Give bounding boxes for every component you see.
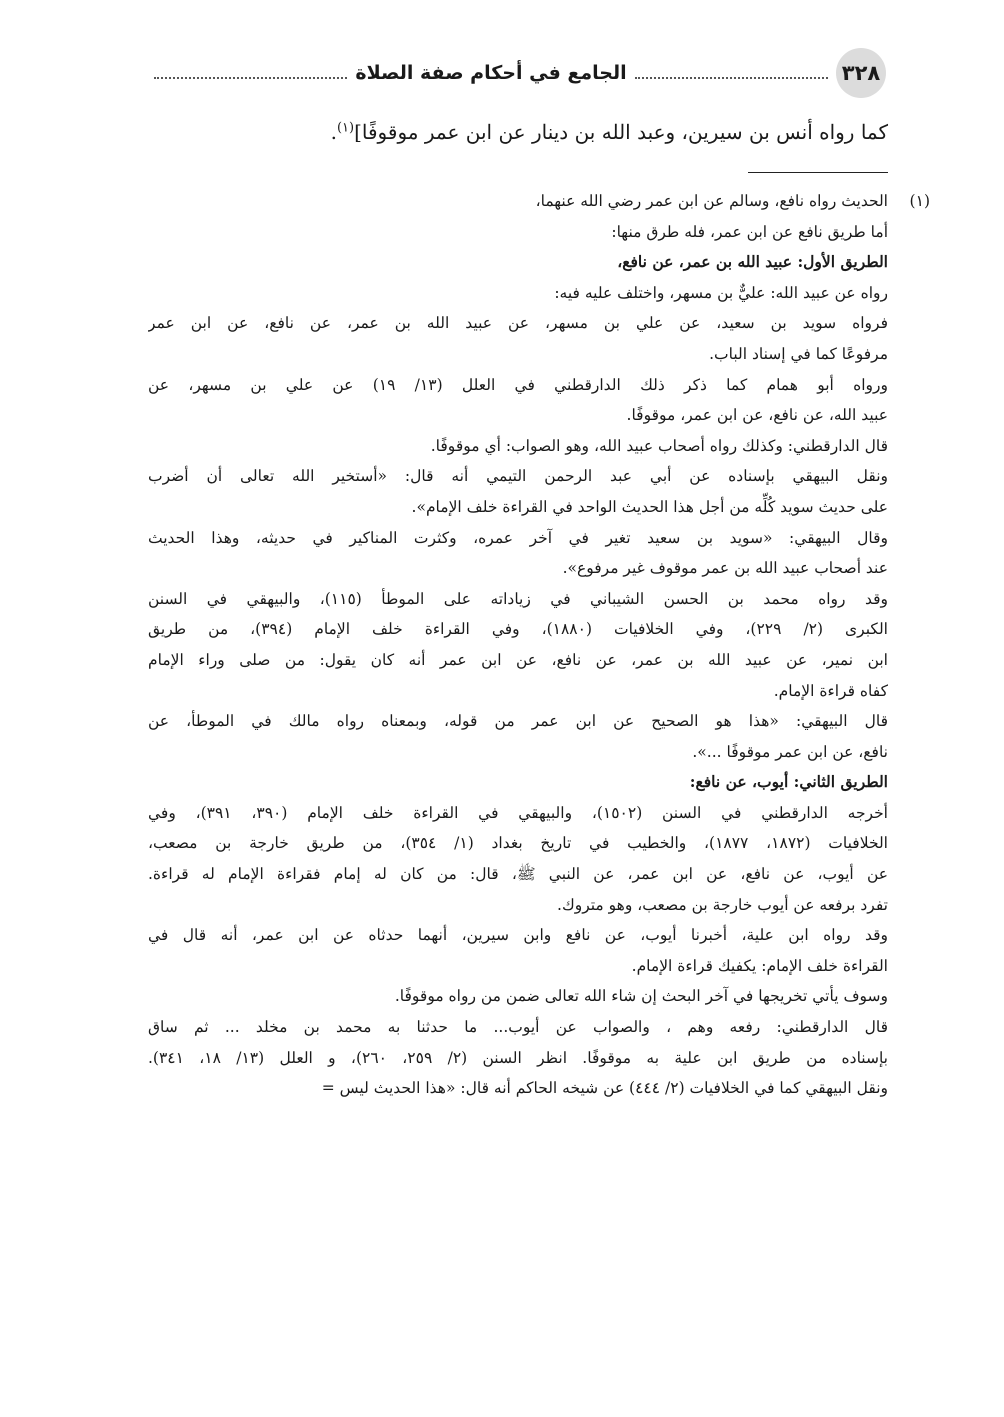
footnote-block bbox=[148, 186, 930, 1104]
footnote-line-11: على حديث سويد كُلِّه من أجل هذا الحديث الواحد في القراءة خلف الإمام». bbox=[411, 497, 888, 516]
footnote-line-27: وسوف يأتي تخريجها في آخر البحث إن شاء الله تعالى ضمن من رواه موقوفًا. bbox=[394, 987, 888, 1006]
footnote-line-24: تفرد برفعه عن أيوب خارجة بن مصعب، وهو متروك. bbox=[557, 895, 888, 914]
footnote-line-2: أما طريق نافع عن ابن عمر، فله طرق منها: bbox=[611, 222, 888, 241]
page-number: ٣٢٨ bbox=[841, 61, 881, 85]
footnote-heading-second-route: الطريق الثاني: أيوب، عن نافع: bbox=[689, 772, 888, 792]
footnote-line-26: القراءة خلف الإمام: يكفيك قراءة الإمام. bbox=[631, 956, 888, 975]
footnote-line-6: مرفوعًا كما في إسناد الباب. bbox=[709, 344, 888, 363]
footnote-line-25: وقد رواه ابن علية، أخبرنا أيوب، عن نافع وابن سيرين، أنهما حدثاه عن ابن عمر، أنه قال في bbox=[148, 926, 888, 945]
footnote-heading-first-route: الطريق الأول: عبيد الله بن عمر، عن نافع، bbox=[617, 252, 888, 272]
main-text-line bbox=[148, 112, 888, 152]
footnote-reference: (١) bbox=[336, 120, 355, 136]
footnote-line-16: ابن نمير، عن عبيد الله بن عمر، عن نافع، عن ابن عمر أنه كان يقول: من صلى وراء الإمام bbox=[148, 650, 888, 669]
footnote-line-17: كفاه قراءة الإمام. bbox=[773, 681, 888, 700]
page-number-badge bbox=[836, 48, 886, 98]
footnote-line-12: وقال البيهقي: «سويد بن سعيد تغير في آخر عمره، وكثرت المناكير في حديثه، وهذا الحديث bbox=[148, 528, 888, 547]
footnote-separator bbox=[748, 172, 888, 173]
header-dotted-leader-left bbox=[154, 77, 347, 79]
footnote-line-14: وقد رواه محمد بن الحسن الشيباني في زياداته على الموطأ (١١٥)، والبيهقي في السنن bbox=[148, 589, 888, 608]
header-dotted-leader-right bbox=[635, 77, 828, 79]
footnote-line-19: نافع، عن ابن عمر موقوفًا ...». bbox=[692, 742, 888, 761]
footnote-line-15: الكبرى (٢/ ٢٢٩)، وفي الخلافيات (١٨٨٠)، وفي القراءة خلف الإمام (٣٩٤)، من طريق bbox=[148, 620, 888, 639]
footnote-line-13: عند أصحاب عبيد الله بن عمر موقوف غير مرفوع». bbox=[562, 559, 888, 578]
footnote-line-21: أخرجه الدارقطني في السنن (١٥٠٢)، والبيهقي في القراءة خلف الإمام (٣٩٠، ٣٩١)، وفي bbox=[148, 803, 888, 822]
footnote-line-30: ونقل البيهقي كما في الخلافيات (٢/ ٤٤٤) عن شيخه الحاكم أنه قال: «هذا الحديث ليس = bbox=[321, 1079, 888, 1098]
footnote-line-18: قال البيهقي: «هذا هو الصحيح عن ابن عمر من قوله، وبمعناه رواه مالك في الموطأ، عن bbox=[148, 712, 888, 731]
footnote-line-7: ورواه أبو همام كما ذكر ذلك الدارقطني في العلل (١٣/ ١٩) عن علي بن مسهر، عن bbox=[148, 375, 888, 394]
footnote-line-8: عبيد الله، عن نافع، عن ابن عمر، موقوفًا. bbox=[626, 406, 888, 425]
main-text-end: . bbox=[330, 120, 337, 144]
footnote-marker: (١) bbox=[909, 192, 930, 210]
footnote-line-28: قال الدارقطني: رفعه وهم ، والصواب عن أيوب... ما حدثنا به محمد بن مخلد ... ثم ساق bbox=[148, 1018, 888, 1037]
running-header bbox=[146, 48, 886, 98]
main-text-body: كما رواه أنس بن سيرين، وعبد الله بن دينار عن ابن عمر موقوفًا] bbox=[354, 120, 888, 144]
book-title: الجامع في أحكام صفة الصلاة bbox=[355, 62, 627, 84]
footnote-line-5: فرواه سويد بن سعيد، عن علي بن مسهر، عن عبيد الله بن عمر، عن نافع، عن ابن عمر bbox=[148, 314, 888, 333]
footnote-line-4: رواه عن عبيد الله: عليٌّ بن مسهر، واختلف عليه فيه: bbox=[554, 283, 888, 302]
footnote-line-29: بإسناده من طريق ابن علية به موقوفًا. انظر السنن (٢/ ٢٥٩، ٢٦٠)، و العلل (١٣/ ١٨، ٣٤١). bbox=[148, 1048, 888, 1067]
footnote-line-1: (١)الحديث رواه نافع، وسالم عن ابن عمر رضي الله عنهما، bbox=[148, 186, 930, 217]
footnote-line-22: الخلافيات (١٨٧٢، ١٨٧٧)، والخطيب في تاريخ بغداد (١/ ٣٥٤)، من طريق خارجة بن مصعب، bbox=[148, 834, 888, 853]
footnote-line-9: قال الدارقطني: وكذلك رواه أصحاب عبيد الله، وهو الصواب: أي موقوفًا. bbox=[430, 436, 888, 455]
footnote-line-23: عن أيوب، عن نافع، عن ابن عمر، عن النبي ﷺ، قال: من كان له إمام فقراءة الإمام له قراءة. bbox=[148, 865, 888, 884]
footnote-line-10: ونقل البيهقي بإسناده عن أبي عبد الرحمن التيمي أنه قال: «أستخير الله تعالى أن أضرب bbox=[148, 467, 888, 486]
